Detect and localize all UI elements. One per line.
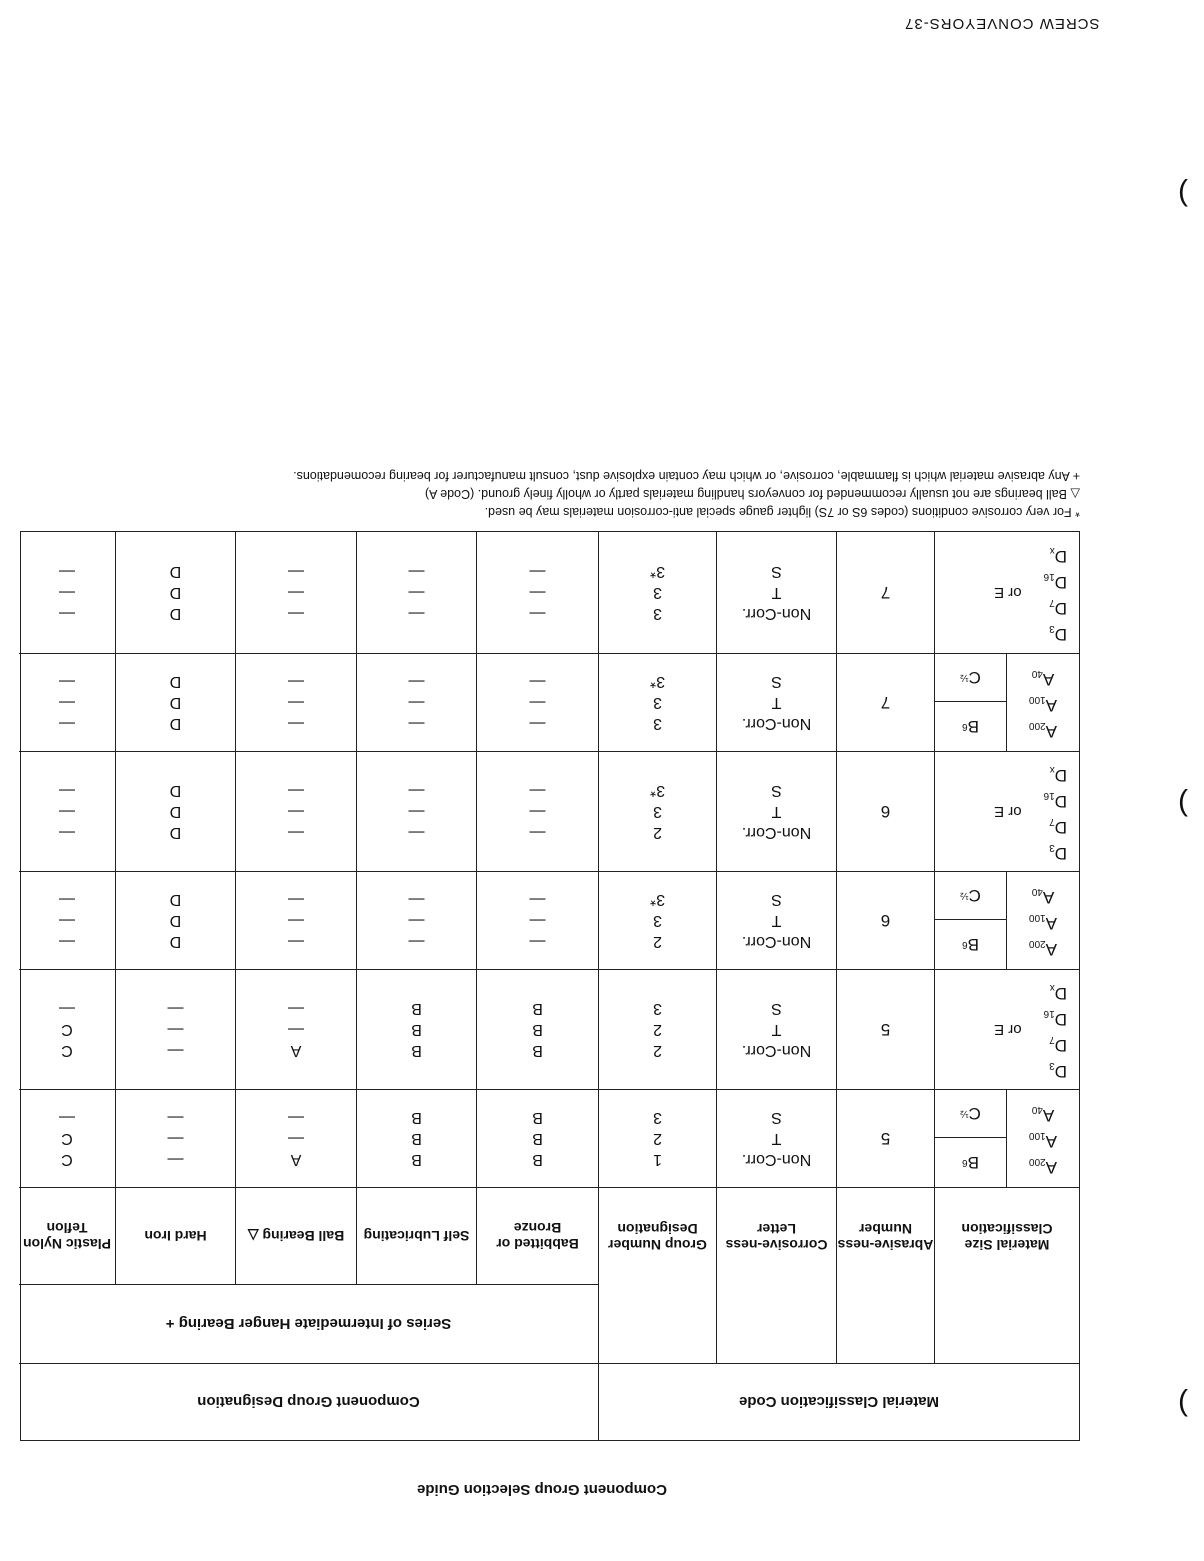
corrosiveness-cell: Non-Corr. T S: [716, 871, 836, 969]
blank-cell: [836, 1287, 934, 1363]
ball-bearing-cell: — — —: [235, 653, 356, 751]
size-code: $D_3$: [1049, 842, 1067, 864]
babbitted-cell: B B B: [476, 1089, 598, 1187]
size-code: $D_{16}$: [1043, 571, 1067, 593]
babbitted-cell: B B B: [476, 969, 598, 1089]
group-number-cell: 3 3 3*: [598, 532, 716, 653]
series-hanger-bearing-header: Series of Intermediate Hanger Bearing +: [19, 1284, 598, 1363]
size-code: $D_{16}$: [1043, 790, 1067, 812]
margin-paren: ): [1178, 178, 1188, 211]
abrasiveness-cell: 5: [836, 969, 934, 1089]
plastic-cell: — — —: [59, 563, 75, 622]
ball-bearing-cell: — — —: [235, 751, 356, 871]
babbitted-cell: — — —: [476, 871, 598, 969]
size-code: $D_x$: [1049, 982, 1067, 1004]
self-lubricating-cell: — — —: [356, 871, 476, 969]
hard-iron-header: Hard Iron: [115, 1187, 235, 1284]
material-classification-code-header: Material Classification Code: [598, 1363, 1079, 1440]
abrasiveness-header: Abrasive-ness Number: [836, 1187, 934, 1287]
or-e-label: or E: [994, 1021, 1022, 1038]
size-code: $A_{40}$: [1031, 668, 1055, 689]
group-number-cell: 3 3 3*: [598, 653, 716, 751]
size-code: $A_{40}$: [1031, 886, 1055, 907]
abrasiveness-cell: 6: [836, 751, 934, 871]
size-code: $D_7$: [1049, 816, 1067, 838]
hard-iron-cell: D D D: [115, 653, 235, 751]
a-codes: [1006, 871, 1079, 969]
plastic-cell: — — —: [19, 871, 115, 969]
corrosiveness-cell: Non-Corr. T S: [716, 751, 836, 871]
hard-iron-cell: D D D: [115, 751, 235, 871]
ball-bearing-cell: A — —: [235, 1089, 356, 1187]
size-code: $A_{40}$: [1031, 1104, 1055, 1125]
footnotes: [5, 467, 1080, 521]
material-size-cell: [934, 1089, 1079, 1187]
material-size-cell: [934, 653, 1079, 751]
size-code: $A_{200}$: [1028, 938, 1058, 959]
material-size-cell: [934, 532, 1079, 653]
or-e-label: or E: [994, 803, 1022, 820]
self-lubricating-cell: B B B: [356, 969, 476, 1089]
footnote: * For very corrosive conditions (codes 6S or 7S) lighter gauge special anti-corrosion materials may be used.: [484, 505, 1080, 519]
corrosiveness-header: Corrosive-ness Letter: [716, 1187, 836, 1287]
plastic-cell: C C —: [19, 969, 115, 1089]
corrosiveness-cell: Non-Corr. T S: [716, 969, 836, 1089]
group-number-cell: 2 3 3*: [598, 751, 716, 871]
size-code: B 6: [934, 919, 1007, 969]
group-number-cell: 2 2 3: [598, 969, 716, 1089]
material-size-cell: [934, 969, 1079, 1089]
self-lubricating-cell: — — —: [356, 751, 476, 871]
hard-iron-cell: — — —: [115, 969, 235, 1089]
plastic-cell: C C —: [19, 1089, 115, 1187]
blank-cell: [716, 1287, 836, 1363]
self-lubricating-cell: — — —: [356, 532, 476, 653]
material-size-cell: [934, 871, 1079, 969]
group-number-header: Group Number Designation: [598, 1187, 716, 1287]
size-code: $A_{200}$: [1028, 720, 1058, 741]
group-number-cell: 2 3 3*: [598, 871, 716, 969]
size-code: C ½: [960, 886, 981, 906]
page-header: SCREW CONVEYORS-37: [904, 15, 1100, 32]
size-code: B 6: [934, 1137, 1007, 1187]
ball-bearing-header: Ball Bearing △: [235, 1187, 356, 1284]
size-code: $A_{100}$: [1028, 1130, 1058, 1151]
group-number-cell: 1 2 3: [598, 1089, 716, 1187]
hard-iron-cell: — — —: [115, 1089, 235, 1187]
size-code: $D_7$: [1049, 1034, 1067, 1056]
margin-paren: ): [1178, 788, 1188, 821]
self-lubricating-cell: — — —: [356, 653, 476, 751]
blank-cell: [598, 1287, 716, 1363]
d-codes: [1044, 760, 1067, 864]
hard-iron-cell: D D D: [115, 871, 235, 969]
footnote: △ Ball bearings are not usually recommended for conveyors handling materials partly or wholly finely ground. (Code A): [424, 487, 1080, 501]
blank-cell: [934, 1287, 1079, 1363]
size-code: $A_{200}$: [1028, 1156, 1058, 1177]
hard-iron-cell: D D D: [115, 532, 235, 653]
babbitted-cell: — — —: [476, 653, 598, 751]
plastic-cell: — — —: [19, 751, 115, 871]
self-lubricating-header: Self Lubricating: [356, 1187, 476, 1284]
material-size-header: Material Size Classification: [934, 1187, 1079, 1287]
size-code: $A_{100}$: [1028, 694, 1058, 715]
ball-bearing-cell: A — —: [235, 969, 356, 1089]
a-codes: [1006, 653, 1079, 751]
component-group-designation-header: Component Group Designation: [19, 1363, 598, 1440]
plastic-nylon-teflon-header: Plastic Nylon Teflon: [19, 1187, 115, 1284]
or-e-label: or E: [994, 584, 1022, 601]
corrosiveness-cell: Non-Corr. T S: [716, 532, 836, 653]
page-title: Component Group Selection Guide: [417, 1481, 668, 1498]
plastic-cell: — — —: [19, 653, 115, 751]
size-code: $D_3$: [1049, 1060, 1067, 1082]
a-codes: [1006, 1089, 1079, 1187]
size-code: C ½: [960, 668, 981, 688]
abrasiveness-cell: 6: [836, 871, 934, 969]
size-code: $D_3$: [1049, 623, 1067, 645]
self-lubricating-cell: B B B: [356, 1089, 476, 1187]
abrasiveness-cell: 5: [836, 1089, 934, 1187]
babbitted-bronze-header: Babbitted or Bronze: [476, 1187, 598, 1284]
footnote: + Any abrasive material which is flammable, corrosive, or which may contain explosive dust, consult manufacturer for bearing recomendations.: [293, 469, 1080, 483]
size-code: $A_{100}$: [1028, 912, 1058, 933]
babbitted-cell: — — —: [476, 532, 598, 653]
abrasiveness-cell: 7: [836, 653, 934, 751]
size-code: C ½: [960, 1104, 981, 1124]
size-code: B 6: [934, 701, 1007, 751]
abrasiveness-cell: 7: [836, 532, 934, 653]
babbitted-cell: — — —: [476, 751, 598, 871]
corrosiveness-cell: Non-Corr. T S: [716, 1089, 836, 1187]
ball-bearing-cell: — — —: [235, 871, 356, 969]
d-codes: [1044, 541, 1067, 645]
ball-bearing-cell: — — —: [235, 532, 356, 653]
d-codes: [1044, 978, 1067, 1082]
margin-paren: ): [1178, 1388, 1188, 1421]
material-size-cell: [934, 751, 1079, 871]
size-code: $D_x$: [1049, 764, 1067, 786]
size-code: $D_7$: [1049, 597, 1067, 619]
corrosiveness-cell: Non-Corr. T S: [716, 653, 836, 751]
size-code: $D_x$: [1049, 545, 1067, 567]
selection-guide-table: [20, 531, 1080, 1441]
size-code: $D_{16}$: [1043, 1008, 1067, 1030]
